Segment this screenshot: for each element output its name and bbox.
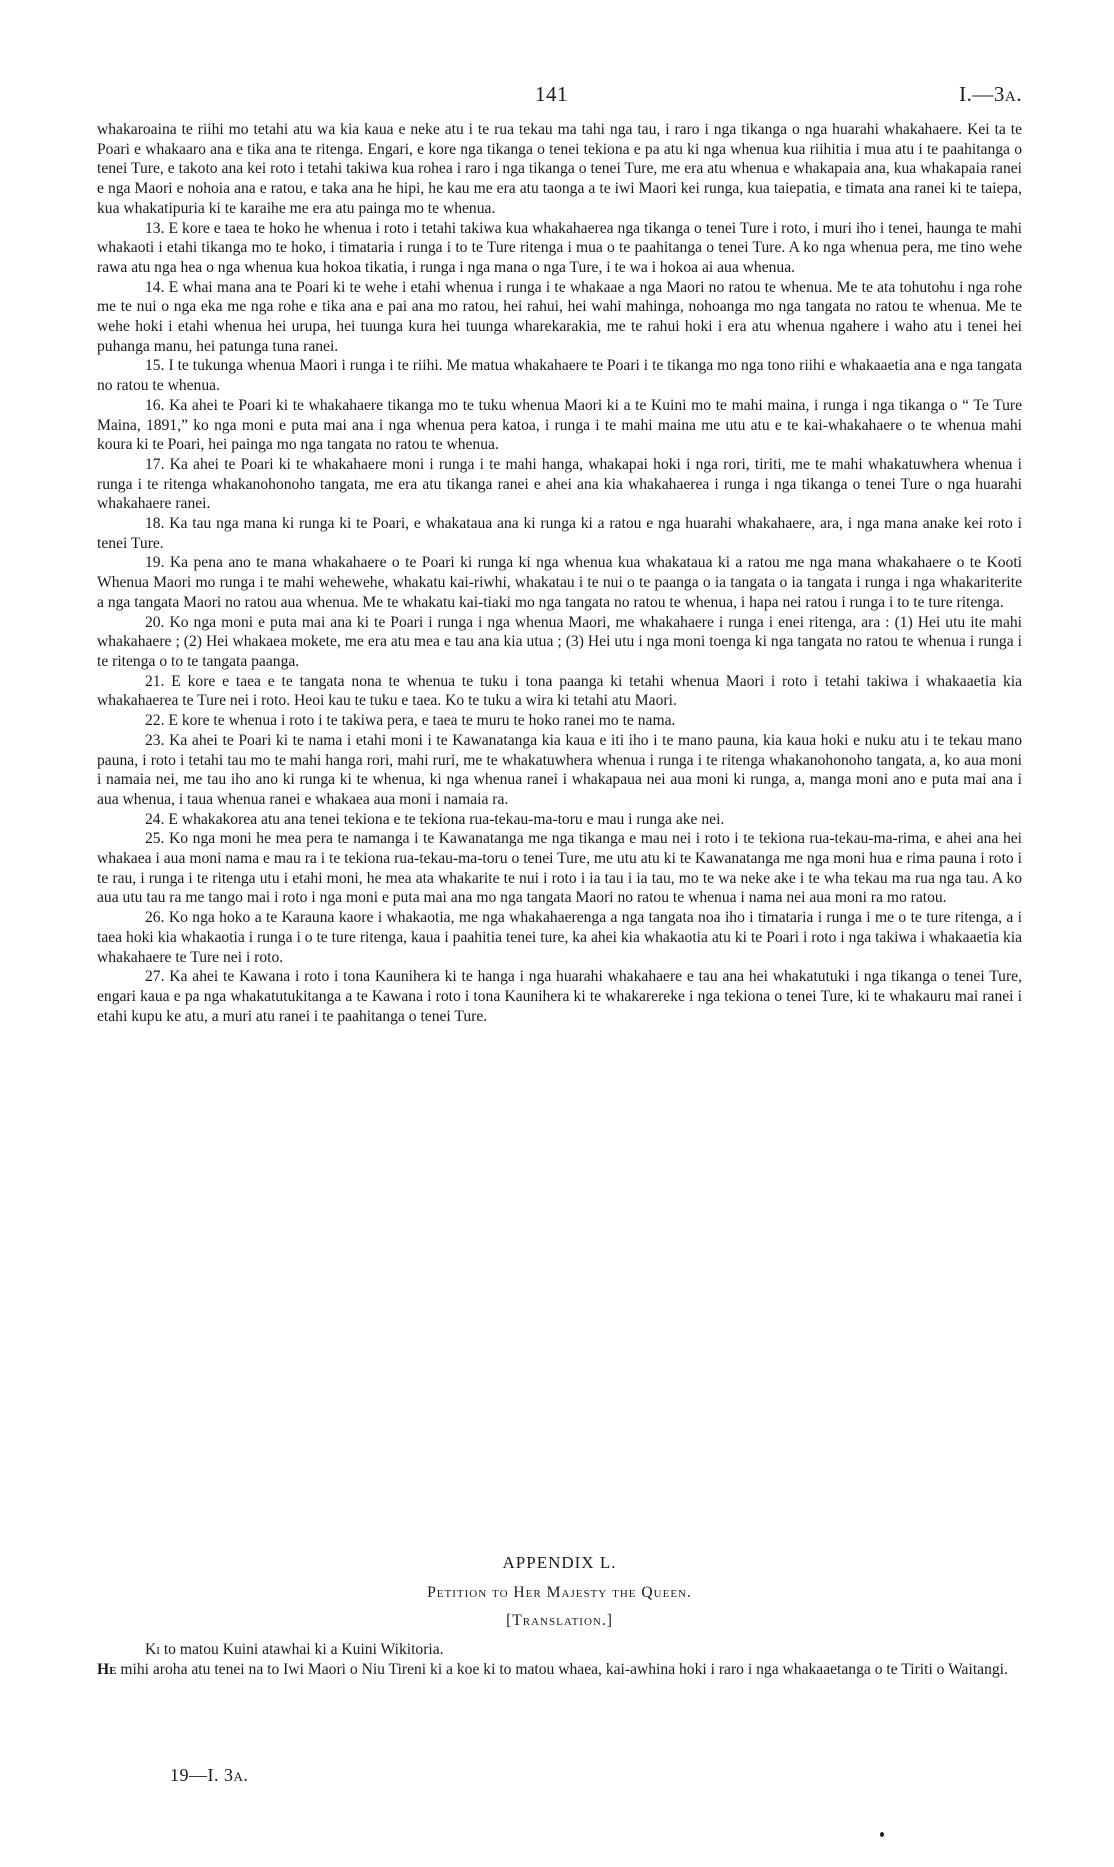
paragraph-continuation: whakaroaina te riihi mo tetahi atu wa kia kaua e neke atu i te rua tekau ma tahi nga tau, i raro i nga tikanga o nga huarahi whakahaere. Kei ta te Poari e whakaaro ana e tika ana te ritenga. Engari, e kore nga tikanga o tenei tekiona e pa atu ki nga whenua kua riihitia i mua atu i te paahitanga o tenei Ture, e takoto ana kei roto i tetahi takiwa kua rohea i raro i nga tikanga o tenei Ture, me era atu whenua e whakapaia ana, kua whakapaia ranei e nga Maori e nohoia ana e ratou, e taka ana he hipi, he kau me era atu taonga a te iwi Maori kei runga, kua taiepatia, e timata ana ranei ki te taiepa, kua whakatipuria ki te karaihe me era atu painga mo te whenua.	[97, 121, 1022, 217]
document-reference-suffix: A	[1004, 89, 1017, 105]
section-13: 13. E kore e taea te hoko he whenua i roto i tetahi takiwa kua whakahaerea nga tikanga o tenei Ture i roto, i muri iho i tenei, haunga te mahi whakaoti i etahi tikanga mo te hoko, i timataria i runga i to te Ture ritenga i mua o te paahitanga o tenei Ture. A ko nga whenua pera, me tino wehe rawa atu nga hea o nga whenua kua hokoa tikatia, i runga i nga mana o nga Ture, i te wa i hokoa ai aua whenua.	[97, 219, 1022, 276]
body-text	[97, 120, 1022, 1026]
document-reference	[959, 82, 1022, 107]
section-22: 22. E kore te whenua i roto i te takiwa pera, e taea te muru te hoko ranei mo te nama.	[145, 712, 676, 730]
petition-body-lead: He	[97, 1660, 117, 1678]
petition-body	[97, 1660, 1022, 1680]
signature-mark-end: .	[243, 1765, 249, 1785]
page-number: 141	[535, 82, 568, 106]
salutation-rest: to matou Kuini atawhai ki a Kuini Wikitoria.	[159, 1641, 444, 1659]
section-15: 15. I te tukunga whenua Maori i runga i te riihi. Me matua whakahaere te Poari i te tikanga mo nga tono riihi e whakaaetia ana e nga tangata no ratou te whenua.	[97, 357, 1022, 395]
section-27: 27. Ka ahei te Kawana i roto i tona Kaunihera ki te hanga i nga huarahi whakahaere e tau ana hei whakatutuki i nga tikanga o tenei Ture, engari kaua e pa nga whakatutukitanga a te Kawana i roto i tona Kaunihera ki te whakarereke i nga tekiona o tenei Ture, ki te whakauru mai ranei i etahi kupu ke atu, a muri atu ranei i te paahitanga o tenei Ture.	[97, 968, 1022, 1025]
petition-salutation	[97, 1640, 1022, 1660]
translation-note: [Translation.]	[506, 1612, 613, 1630]
section-14: 14. E whai mana ana te Poari ki te wehe i etahi whenua i runga i te whakaae a nga Maori no ratou te whenua. Me te ata tohutohu i nga rohe me te nui o nga eka me nga rohe e tika ana e pai ana mo ratou, hei rahui, hei wahi mahinga, nohoanga mo nga tangata no ratou te whenua. Me te wehe hoki i etahi whenua hei urupa, hei tuunga kura hei tuunga wharekarakia, me te rahui hoki i era atu whenua ngahere i waho atu i tenei hei puhanga manu, hei patunga tuna ranei.	[97, 278, 1022, 355]
section-26: 26. Ko nga hoko a te Karauna kaore i whakaotia, me nga whakahaerenga a nga tangata noa iho i timataria i runga i me o te ture ritenga, a i taea hoki kia whakaotia i runga i o te ture ritenga, kaua i paahitia tenei ture, ka ahei kia whakaotia atu ki te Poari i roto i nga takiwa i whakaaetia kia whakahaere te Ture nei i roto.	[97, 909, 1022, 966]
signature-mark	[170, 1765, 248, 1786]
signature-mark-main: 19—I. 3	[170, 1765, 234, 1785]
petition-body-rest: mihi aroha atu tenei na to Iwi Maori o Niu Tireni ki a koe ki to matou whaea, kai-awhina hoki i raro i nga whakaaetanga o te Tiriti o Waitangi.	[116, 1660, 1008, 1678]
signature-mark-suffix: A	[233, 1769, 244, 1784]
section-21: 21. E kore e taea e te tangata nona te whenua te tuku i tona paanga ki tetahi whenua Maori i roto i tetahi takiwa i whakaaetia kia whakahaerea te Ture nei i roto. Heoi kau te tuku e taea. Ko te tuku a wira ki tetahi atu Maori.	[97, 672, 1022, 710]
document-reference-main: I.—3	[959, 82, 1005, 106]
appendix-section	[97, 1553, 1022, 1680]
section-25: 25. Ko nga moni he mea pera te namanga i te Kawanatanga me nga tikanga e mau nei i roto i te tekiona rua-tekau-ma-rima, e ahei ana hei whakaea i aua moni nama e mau ra i te tekiona rua-tekau-ma-toru o tenei Ture, me utu atu ki te Kawanatanga me nga moni hua e rima pauna i roto i te rau, i runga i te ritenga utu i etahi moni, he mea ata whakarite te nui i roto i ia tau i ia tau, mo te wa neke ake i te wha tekau ma rua nga tau. A ko aua utu tau ra me tango mai i roto i nga moni e puta mai ana mo nga tangata Maori no ratou te whenua i nama nei aua moni ra mo ratou.	[97, 830, 1022, 907]
section-23: 23. Ka ahei te Poari ki te nama i etahi moni i te Kawanatanga kia kaua e iti iho i te mano pauna, kia kaua hoki e nuku atu i te tekau mano pauna, i roto i tetahi tau mo te mahi hanga rori, mahi ruri, me te whakatuwhera whenua i runga i te ritenga whakanohonoho tangata, a, ko aua moni i namaia nei, me tau iho ano ki runga ki te whenua, ki nga whenua ranei i whakapaua nei aua moni ki runga, a, manga moni ano e puta mai ana i aua whenua, i taua whenua ranei e whakaea aua moni i namaia ra.	[97, 731, 1022, 808]
appendix-subtitle: Petition to Her Majesty the Queen.	[427, 1583, 692, 1601]
section-19: 19. Ka pena ano te mana whakahaere o te Poari ki runga ki nga whenua kua whakataua ki a ratou me nga mana whakahaere o te Kooti Whenua Maori mo runga i te mahi wehewehe, whakatu kai-riwhi, whakatau i te nui o te paanga o ia tangata o ia tangata i runga i nga whakariterite a nga tangata Maori no ratou aua whenua. Me te whakatu kai-tiaki mo nga tangata no ratou te whenua, i hapa nei ratou i runga i to te ture ritenga.	[97, 554, 1022, 611]
section-16: 16. Ka ahei te Poari ki te whakahaere tikanga mo te tuku whenua Maori ki a te Kuini mo te mahi maina, i runga i nga tikanga o “ Te Ture Maina, 1891,” ko nga moni e puta mai ana i nga whenua pera katoa, i runga i te mahi maina me utu atu e te kai-whakahaere o te whenua mahi koura ki te Poari, hei painga mo nga tangata no ratou te whenua.	[97, 396, 1022, 454]
section-24: 24. E whakakorea atu ana tenei tekiona e te tekiona rua-tekau-ma-toru e mau i runga ake nei.	[145, 810, 725, 828]
section-20: 20. Ko nga moni e puta mai ana ki te Poari i runga i nga whenua Maori, me whakahaere i runga i enei ritenga, ara : (1) Hei utu ite mahi whakahaere ; (2) Hei whakaea mokete, me era atu mea e tau ana kia utua ; (3) Hei utu i nga moni toenga ki nga tangata no ratou te whenua i runga i te ritenga o to te tangata paanga.	[97, 613, 1022, 670]
appendix-title: APPENDIX L.	[502, 1553, 617, 1572]
section-18: 18. Ka tau nga mana ki runga ki te Poari, e whakataua ana ki runga ki a ratou e nga huarahi whakahaere, ara, i nga mana anake kei roto i tenei Ture.	[97, 515, 1022, 552]
document-reference-end: .	[1016, 82, 1022, 106]
salutation-lead: Ki	[145, 1641, 160, 1659]
ink-speck	[880, 1832, 884, 1837]
section-17: 17. Ka ahei te Poari ki te whakahaere moni i runga i te mahi hanga, whakapai hoki i nga rori, tiriti, me te mahi whakatuwhera whenua i runga i te ritenga whakanohonoho tangata, me era atu tikanga ranei e ahei ana kia whakahaerea i runga i nga tikanga o tenei Ture o nga huarahi whakahaere ranei.	[97, 455, 1022, 513]
